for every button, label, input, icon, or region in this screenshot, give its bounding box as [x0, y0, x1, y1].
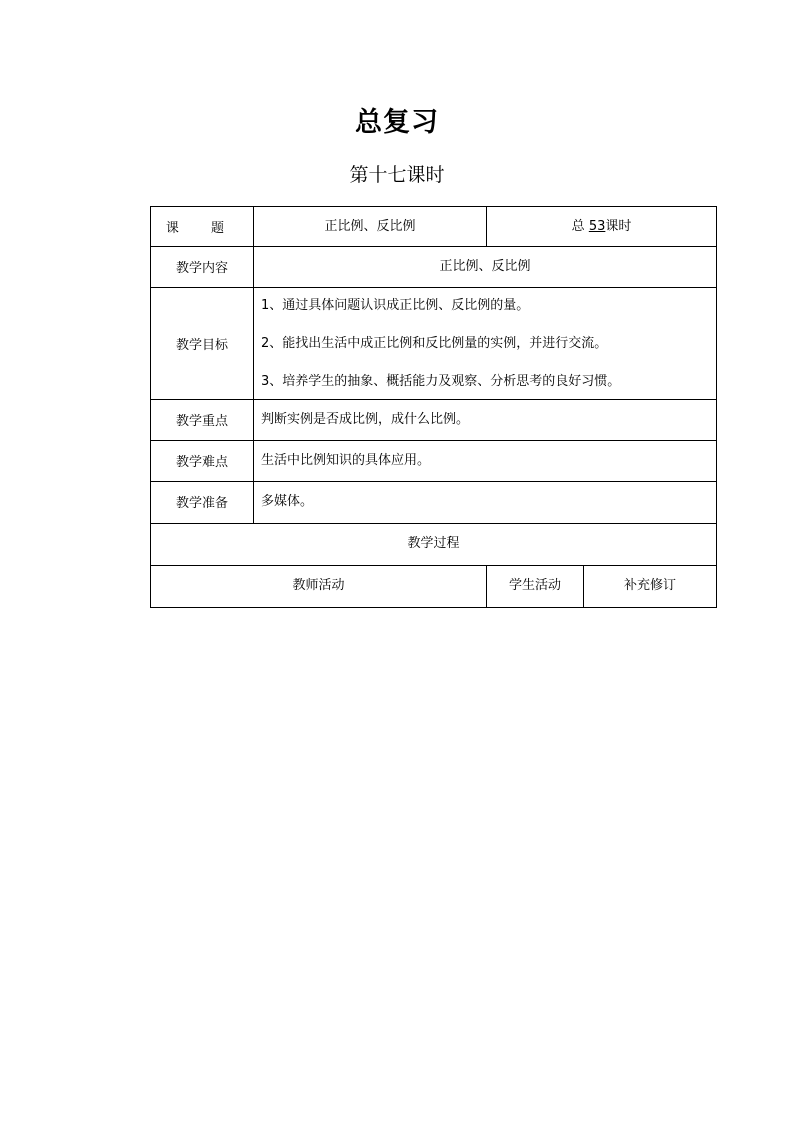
- goal-item-3: 3、培养学生的抽象、概括能力及观察、分析思考的良好习惯。: [261, 374, 621, 389]
- goal-item-2: 2、能找出生活中成正比例和反比例量的实例，并进行交流。: [261, 336, 608, 351]
- total-number: 53: [588, 219, 606, 234]
- topic-row: [151, 207, 717, 247]
- content-value: 正比例、反比例: [439, 259, 531, 274]
- topic-label-cell: [151, 207, 254, 247]
- revision-notes-label: 补充修订: [624, 578, 677, 593]
- process-cell: [151, 524, 717, 566]
- difficulty-value-cell: [254, 441, 717, 482]
- revision-notes-cell: [584, 566, 717, 608]
- content-value-cell: [254, 247, 717, 288]
- key-point-label: 教学重点: [175, 414, 228, 429]
- difficulty-label-cell: [151, 441, 254, 482]
- teacher-activity-label: 教师活动: [292, 578, 345, 593]
- lesson-number: 第十七课时: [349, 164, 445, 186]
- topic-label: 课 题: [165, 221, 239, 236]
- goal-item-1: 1、通过具体问题认识成正比例、反比例的量。: [261, 298, 530, 313]
- student-activity-label: 学生活动: [509, 578, 562, 593]
- page-title: 总复习: [355, 107, 439, 138]
- key-point-label-cell: [151, 400, 254, 441]
- lesson-plan-table: [150, 206, 717, 608]
- goals-row: [151, 288, 717, 400]
- goals-label-cell: [151, 288, 254, 400]
- goals-value-cell: [254, 288, 717, 400]
- total-lessons-cell: [487, 207, 717, 247]
- student-activity-cell: [487, 566, 584, 608]
- preparation-label-cell: [151, 482, 254, 524]
- preparation-value-cell: [254, 482, 717, 524]
- total-suffix: 课时: [605, 219, 632, 234]
- key-point-row: [151, 400, 717, 441]
- difficulty-value: 生活中比例知识的具体应用。: [261, 453, 431, 468]
- content-row: [151, 247, 717, 288]
- key-point-value-cell: [254, 400, 717, 441]
- preparation-label: 教学准备: [175, 496, 228, 511]
- difficulty-label: 教学难点: [175, 455, 228, 470]
- topic-value-cell: [254, 207, 487, 247]
- preparation-value: 多媒体。: [261, 494, 314, 509]
- activity-header-row: [151, 566, 717, 608]
- key-point-value: 判断实例是否成比例，成什么比例。: [261, 412, 470, 427]
- process-row: [151, 524, 717, 566]
- difficulty-row: [151, 441, 717, 482]
- process-label: 教学过程: [407, 536, 460, 551]
- total-prefix: 总: [571, 219, 585, 234]
- goals-label: 教学目标: [175, 338, 228, 353]
- teacher-activity-cell: [151, 566, 487, 608]
- content-label: 教学内容: [175, 261, 228, 276]
- preparation-row: [151, 482, 717, 524]
- topic-value: 正比例、反比例: [324, 219, 416, 234]
- content-label-cell: [151, 247, 254, 288]
